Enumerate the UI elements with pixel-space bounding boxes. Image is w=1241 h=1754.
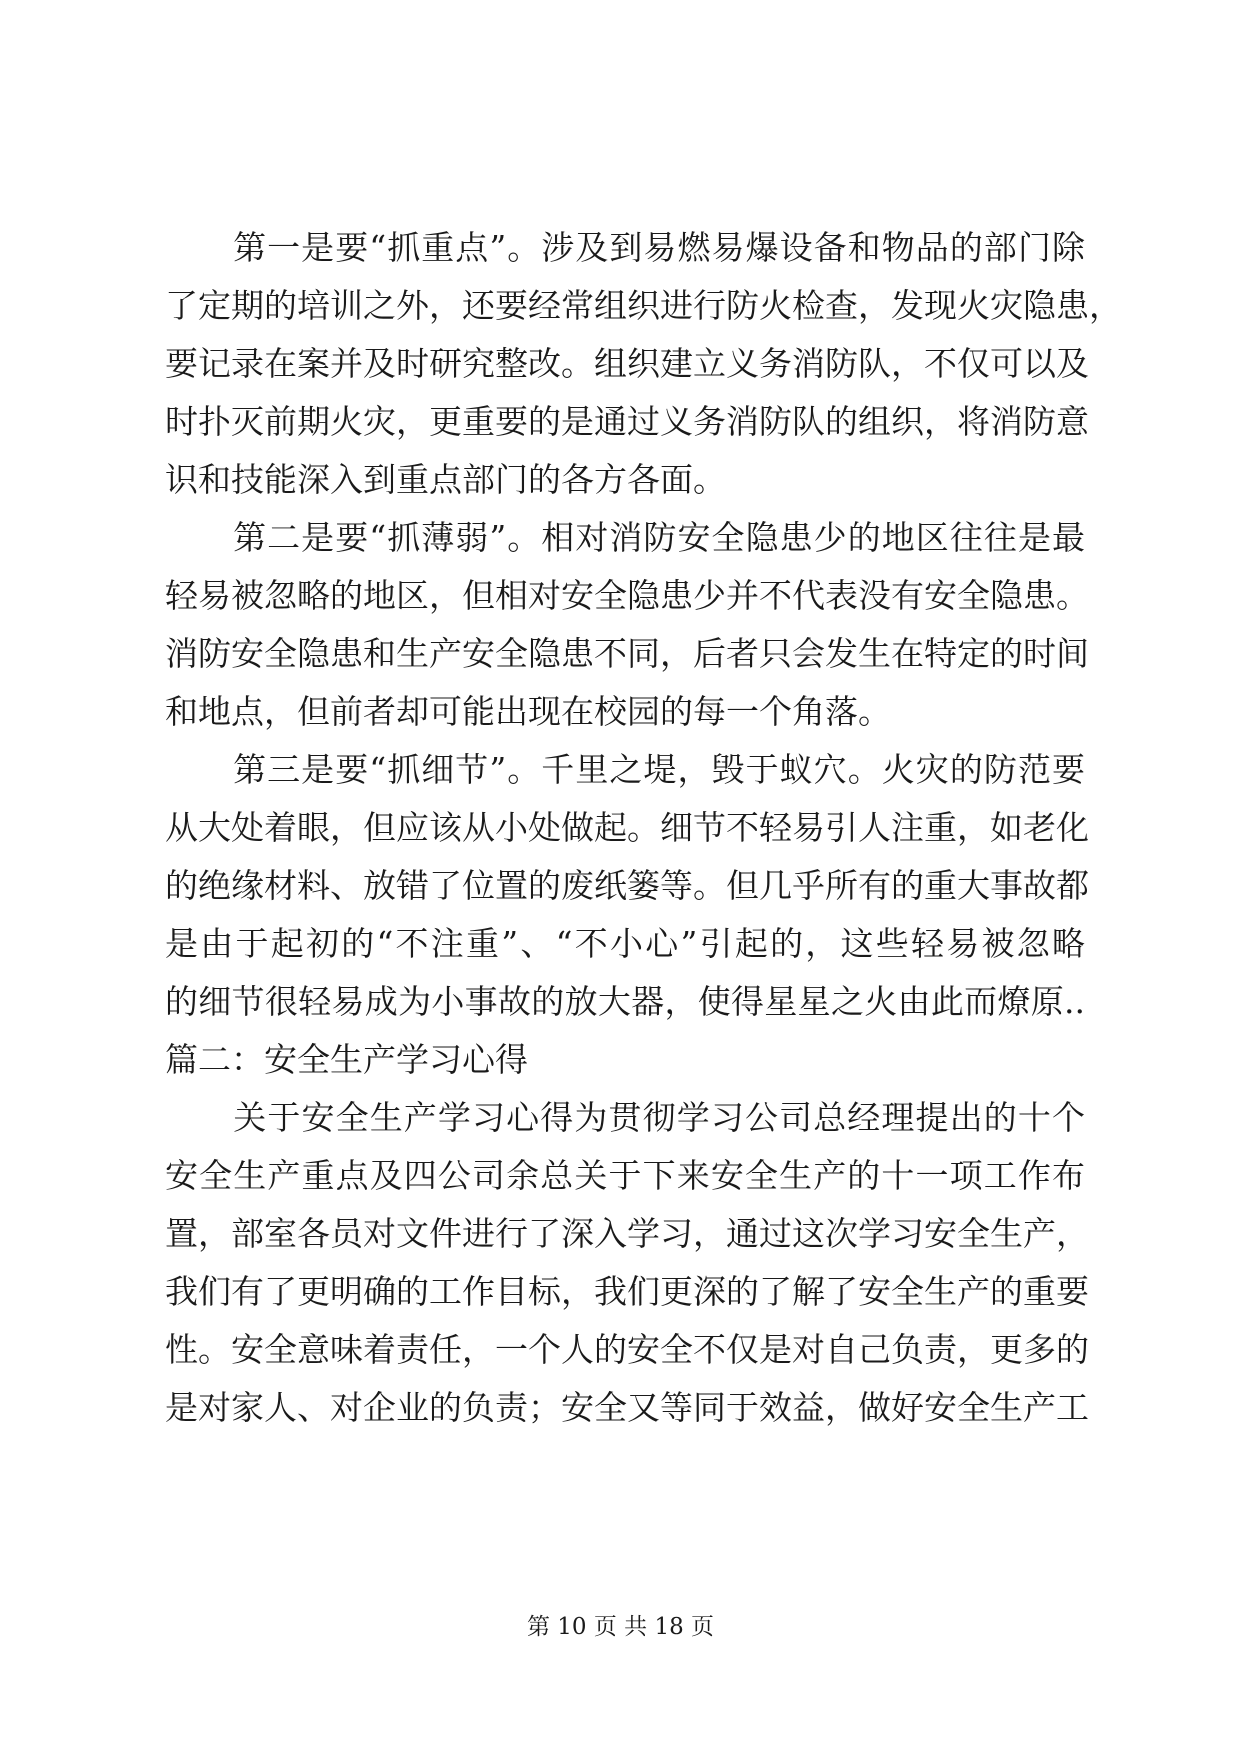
body-line: 从大处着眼，但应该从小处做起。细节不轻易引人注重，如老化 [165,808,1089,847]
body-line: 置，部室各员对文件进行了深入学习，通过这次学习安全生产， [165,1214,1089,1253]
body-line: 的细节很轻易成为小事故的放大器，使得星星之火由此而燎原.. [165,982,1085,1021]
body-line: 的绝缘材料、放错了位置的废纸篓等。但几乎所有的重大事故都 [165,866,1089,905]
body-line: 是由于起初的“不注重”、“不小心”引起的，这些轻易被忽略 [165,924,1085,963]
body-line: 第二是要“抓薄弱”。相对消防安全隐患少的地区往往是最 [165,518,1085,557]
body-line: 我们有了更明确的工作目标，我们更深的了解了安全生产的重要 [165,1272,1089,1311]
section-heading: 篇二：安全生产学习心得 [165,1040,528,1079]
body-line: 第三是要“抓细节”。千里之堤，毁于蚁穴。火灾的防范要 [165,750,1085,789]
body-line: 时扑灭前期火灾，更重要的是通过义务消防队的组织，将消防意 [165,402,1089,441]
body-line: 轻易被忽略的地区，但相对安全隐患少并不代表没有安全隐患。 [165,576,1089,615]
body-line: 和地点，但前者却可能出现在校园的每一个角落。 [165,692,891,731]
body-line: 了定期的培训之外，还要经常组织进行防火检查，发现火灾隐患， [165,286,1122,325]
body-line: 第一是要“抓重点”。涉及到易燃易爆设备和物品的部门除 [165,228,1085,267]
body-line: 要记录在案并及时研究整改。组织建立义务消防队，不仅可以及 [165,344,1089,383]
page-number-footer: 第 10 页 共 18 页 [526,1614,715,1640]
body-line: 安全生产重点及四公司余总关于下来安全生产的十一项工作布 [165,1156,1085,1195]
body-line: 性。安全意味着责任，一个人的安全不仅是对自己负责，更多的 [165,1330,1089,1369]
body-line: 识和技能深入到重点部门的各方各面。 [165,460,726,499]
body-line: 消防安全隐患和生产安全隐患不同，后者只会发生在特定的时间 [165,634,1089,673]
body-line: 关于安全生产学习心得为贯彻学习公司总经理提出的十个 [165,1098,1085,1137]
body-line: 是对家人、对企业的负责；安全又等同于效益，做好安全生产工 [165,1388,1089,1427]
